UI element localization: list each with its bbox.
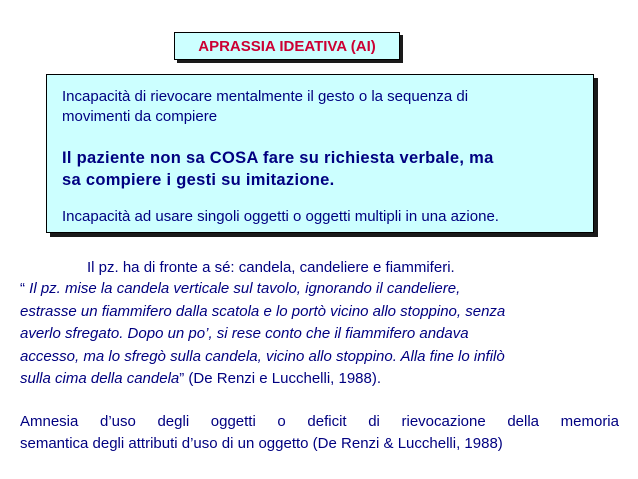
quote-citation: ” (De Renzi e Lucchelli, 1988). — [179, 370, 382, 387]
quote-line-3: averlo sfregato. Dopo un po’, si rese conto che il fiammifero andava — [20, 325, 469, 342]
quote-line-2: estrasse un fiammifero dalla scatola e lo portò vicino allo stoppino, senza — [20, 302, 506, 320]
amnesia-paragraph — [20, 411, 619, 455]
quote-text-1: Il pz. mise la candela verticale sul tavolo, ignorando il candeliere, — [29, 280, 461, 297]
quote-line-5 — [20, 368, 620, 391]
quote-open-mark: “ — [20, 280, 30, 297]
definition-line-1: Incapacità di rievocare mentalmente il gesto o la sequenza di — [62, 88, 469, 105]
amnesia-line-2: semantica degli attributi d’uso di un oggetto (De Renzi & Lucchelli, 1988) — [20, 435, 503, 452]
example-intro: Il pz. ha di fronte a sé: candela, candeliere e fiammiferi. — [87, 259, 455, 276]
definition-bold-line-2: sa compiere i gesti su imitazione. — [62, 171, 335, 189]
slide-title: APRASSIA IDEATIVA (AI) — [198, 37, 376, 55]
quote-line-1 — [20, 278, 620, 301]
definition-last-line: Incapacità ad usare singoli oggetti o oggetti multipli in una azione. — [62, 208, 499, 225]
example-quote — [20, 278, 620, 391]
quote-line-4: accesso, ma lo sfregò sulla candela, vicino allo stoppino. Alla fine lo infilò — [20, 347, 505, 365]
amnesia-line-1: Amnesia d’uso degli oggetti o deficit di rievocazione della memoria — [20, 413, 619, 430]
definition-bold-line-1: Il paziente non sa COSA fare su richiesta verbale, ma — [62, 149, 494, 167]
definition-line-2: movimenti da compiere — [62, 108, 218, 125]
slide-title-box — [174, 32, 400, 60]
quote-text-5: sulla cima della candela — [20, 370, 180, 387]
definition-box — [46, 74, 594, 233]
